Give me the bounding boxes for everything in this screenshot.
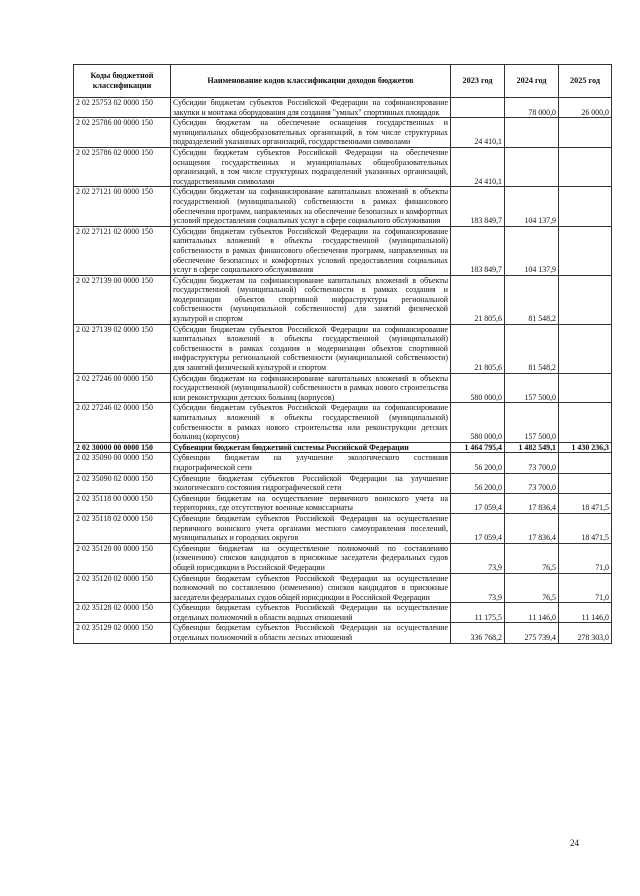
table-row [74,453,612,473]
row-code-cell: 2 02 27121 02 0000 150 [74,226,171,275]
budget-revenue-table [73,64,612,644]
row-2024-value: 76,5 [505,573,559,603]
table-row [74,324,612,373]
row-code-cell: 2 02 35120 02 0000 150 [74,573,171,603]
row-2023-value: 336 768,2 [451,623,505,643]
row-2023-value: 1 464 795,4 [451,442,505,453]
row-2024-value: 73 700,0 [505,453,559,473]
header-2024: 2024 год [505,65,559,98]
row-2023-value: 21 805,6 [451,324,505,373]
row-code-cell: 2 02 25786 02 0000 150 [74,147,171,186]
row-2024-value [505,118,559,148]
row-code-cell: 2 02 35118 02 0000 150 [74,513,171,543]
row-2025-value [559,226,612,275]
row-2023-value: 17 059,4 [451,493,505,513]
row-2024-value: 275 739,4 [505,623,559,643]
table-row [74,513,612,543]
row-2023-value: 56 200,0 [451,473,505,493]
row-2024-value: 17 836,4 [505,513,559,543]
header-code: Коды бюджетной классификации [74,65,171,98]
row-name-cell: Субвенции бюджетам на улучшение экологического состояния гидрографической сети [171,453,451,473]
row-2025-value [559,275,612,324]
row-2023-value: 183 849,7 [451,187,505,226]
table-row [74,147,612,186]
row-2025-value: 18 471,5 [559,493,612,513]
row-code-cell: 2 02 35090 00 0000 150 [74,453,171,473]
row-2025-value: 278 303,0 [559,623,612,643]
row-2024-value: 73 700,0 [505,473,559,493]
row-2024-value: 81 548,2 [505,324,559,373]
row-2025-value [559,473,612,493]
table-row [74,493,612,513]
row-2023-value: 73,9 [451,543,505,573]
row-2024-value: 81 548,2 [505,275,559,324]
header-2025: 2025 год [559,65,612,98]
row-2023-value: 21 805,6 [451,275,505,324]
row-code-cell: 2 02 25753 02 0000 150 [74,98,171,118]
row-2024-value: 11 146,0 [505,603,559,623]
row-name-cell: Субвенции бюджетам на осуществление полномочий по составлению (изменению) списков кандидатов в присяжные заседатели федеральных судов общей юрисдикции в Российской Федерации [171,543,451,573]
row-2023-value: 24 410,1 [451,147,505,186]
row-2023-value: 17 059,4 [451,513,505,543]
row-name-cell: Субсидии бюджетам на софинансирование капитальных вложений в объекты государственной (муниципальной) собственности в рамках нового строительства или реконструкции детских больниц (корпусов) [171,373,451,403]
row-name-cell: Субвенции бюджетам субъектов Российской Федерации на осуществление отдельных полномочий в области лесных отношений [171,623,451,643]
row-code-cell: 2 02 27246 02 0000 150 [74,403,171,442]
table-row [74,623,612,643]
table-row [74,543,612,573]
header-2023: 2023 год [451,65,505,98]
page-number: 24 [570,838,579,848]
row-name-cell: Субвенции бюджетам субъектов Российской Федерации на улучшение экологического состояния гидрографической сети [171,473,451,493]
table-row [74,275,612,324]
row-name-cell: Субвенции бюджетам бюджетной системы Российской Федерации [171,442,451,453]
row-code-cell: 2 02 35120 00 0000 150 [74,543,171,573]
row-2023-value: 580 000,0 [451,403,505,442]
row-2025-value [559,403,612,442]
table-row [74,226,612,275]
row-2023-value: 24 410,1 [451,118,505,148]
row-2023-value: 11 175,5 [451,603,505,623]
row-name-cell: Субвенции бюджетам субъектов Российской Федерации на осуществление первичного воинского учета органами местного самоуправления поселений, муниципальных и городских округов [171,513,451,543]
header-name: Наименование кодов классификации доходов бюджетов [171,65,451,98]
row-2023-value: 183 849,7 [451,226,505,275]
row-2023-value: 73,9 [451,573,505,603]
row-2025-value [559,453,612,473]
row-2024-value: 104 137,9 [505,187,559,226]
row-2025-value [559,373,612,403]
row-code-cell: 2 02 30000 00 0000 150 [74,442,171,453]
row-2025-value [559,118,612,148]
row-name-cell: Субвенции бюджетам субъектов Российской Федерации на осуществление полномочий по составлению (изменению) списков кандидатов в присяжные заседатели федеральных судов общей юрисдикции в Российской Федерации [171,573,451,603]
row-2024-value: 17 836,4 [505,493,559,513]
table-header-row [74,65,612,98]
row-code-cell: 2 02 27139 00 0000 150 [74,275,171,324]
table-row [74,473,612,493]
row-2025-value [559,324,612,373]
row-2025-value: 26 000,0 [559,98,612,118]
row-2025-value: 71,0 [559,573,612,603]
budget-table-container [73,64,611,644]
table-row [74,442,612,453]
row-name-cell: Субсидии бюджетам субъектов Российской Федерации на софинансирование капитальных вложений в объекты государственной (муниципальной) собственности в рамках финансового обеспечения программ, направленных на обеспечение безопасных и комфортных условий предоставления социальных услуг в сфере социального обслуживания [171,226,451,275]
row-code-cell: 2 02 35128 02 0000 150 [74,603,171,623]
row-2025-value: 18 471,5 [559,513,612,543]
table-row [74,118,612,148]
row-2023-value [451,98,505,118]
row-code-cell: 2 02 27246 00 0000 150 [74,373,171,403]
row-name-cell: Субвенции бюджетам на осуществление первичного воинского учета на территориях, где отсутствуют военные комиссариаты [171,493,451,513]
row-code-cell: 2 02 35129 02 0000 150 [74,623,171,643]
row-2024-value: 76,5 [505,543,559,573]
row-code-cell: 2 02 27121 00 0000 150 [74,187,171,226]
row-2024-value: 157 500,0 [505,373,559,403]
row-2024-value: 104 137,9 [505,226,559,275]
table-row [74,573,612,603]
row-2024-value: 1 482 549,1 [505,442,559,453]
table-row [74,187,612,226]
row-2025-value: 11 146,0 [559,603,612,623]
row-code-cell: 2 02 25786 00 0000 150 [74,118,171,148]
row-code-cell: 2 02 27139 02 0000 150 [74,324,171,373]
table-row [74,603,612,623]
table-row [74,98,612,118]
row-name-cell: Субсидии бюджетам субъектов Российской Федерации на софинансирование капитальных вложений в объекты государственной (муниципальной) собственности в рамках создания и модернизации объектов спортивной инфраструктуры региональной собственности (муниципальной собственности) для занятий физической культурой и спортом [171,324,451,373]
row-code-cell: 2 02 35118 00 0000 150 [74,493,171,513]
row-code-cell: 2 02 35090 02 0000 150 [74,473,171,493]
row-2025-value: 71,0 [559,543,612,573]
row-2023-value: 580 000,0 [451,373,505,403]
row-2023-value: 56 200,0 [451,453,505,473]
row-2025-value [559,187,612,226]
table-row [74,373,612,403]
row-2025-value [559,147,612,186]
row-2024-value: 157 500,0 [505,403,559,442]
row-name-cell: Субсидии бюджетам субъектов Российской Федерации на софинансирование капитальных вложений в объекты государственной (муниципальной) собственности в рамках нового строительства или реконструкции детских больниц (корпусов) [171,403,451,442]
row-2024-value [505,147,559,186]
row-2025-value: 1 430 236,3 [559,442,612,453]
row-name-cell: Субвенции бюджетам субъектов Российской Федерации на осуществление отдельных полномочий в области водных отношений [171,603,451,623]
row-2024-value: 78 000,0 [505,98,559,118]
row-name-cell: Субсидии бюджетам субъектов Российской Федерации на обеспечение оснащения государственных и муниципальных общеобразовательных организаций, в том числе структурных подразделений указанных организаций, государственными символами [171,147,451,186]
row-name-cell: Субсидии бюджетам на обеспечение оснащения государственных и муниципальных общеобразовательных организаций, в том числе структурных подразделений указанных организаций, государственными символами [171,118,451,148]
table-row [74,403,612,442]
table-body [74,98,612,644]
row-name-cell: Субсидии бюджетам на софинансирование капитальных вложений в объекты государственной (муниципальной) собственности в рамках финансового обеспечения программ, направленных на обеспечение безопасных и комфортных условий предоставления социальных услуг в сфере социального обслуживания [171,187,451,226]
row-name-cell: Субсидии бюджетам на софинансирование капитальных вложений в объекты государственной (муниципальной) собственности в рамках создания и модернизации объектов спортивной инфраструктуры региональной собственности (муниципальной собственности) для занятий физической культурой и спортом [171,275,451,324]
row-name-cell: Субсидии бюджетам субъектов Российской Федерации на софинансирование закупки и монтажа оборудования для создания "умных" спортивных площадок [171,98,451,118]
